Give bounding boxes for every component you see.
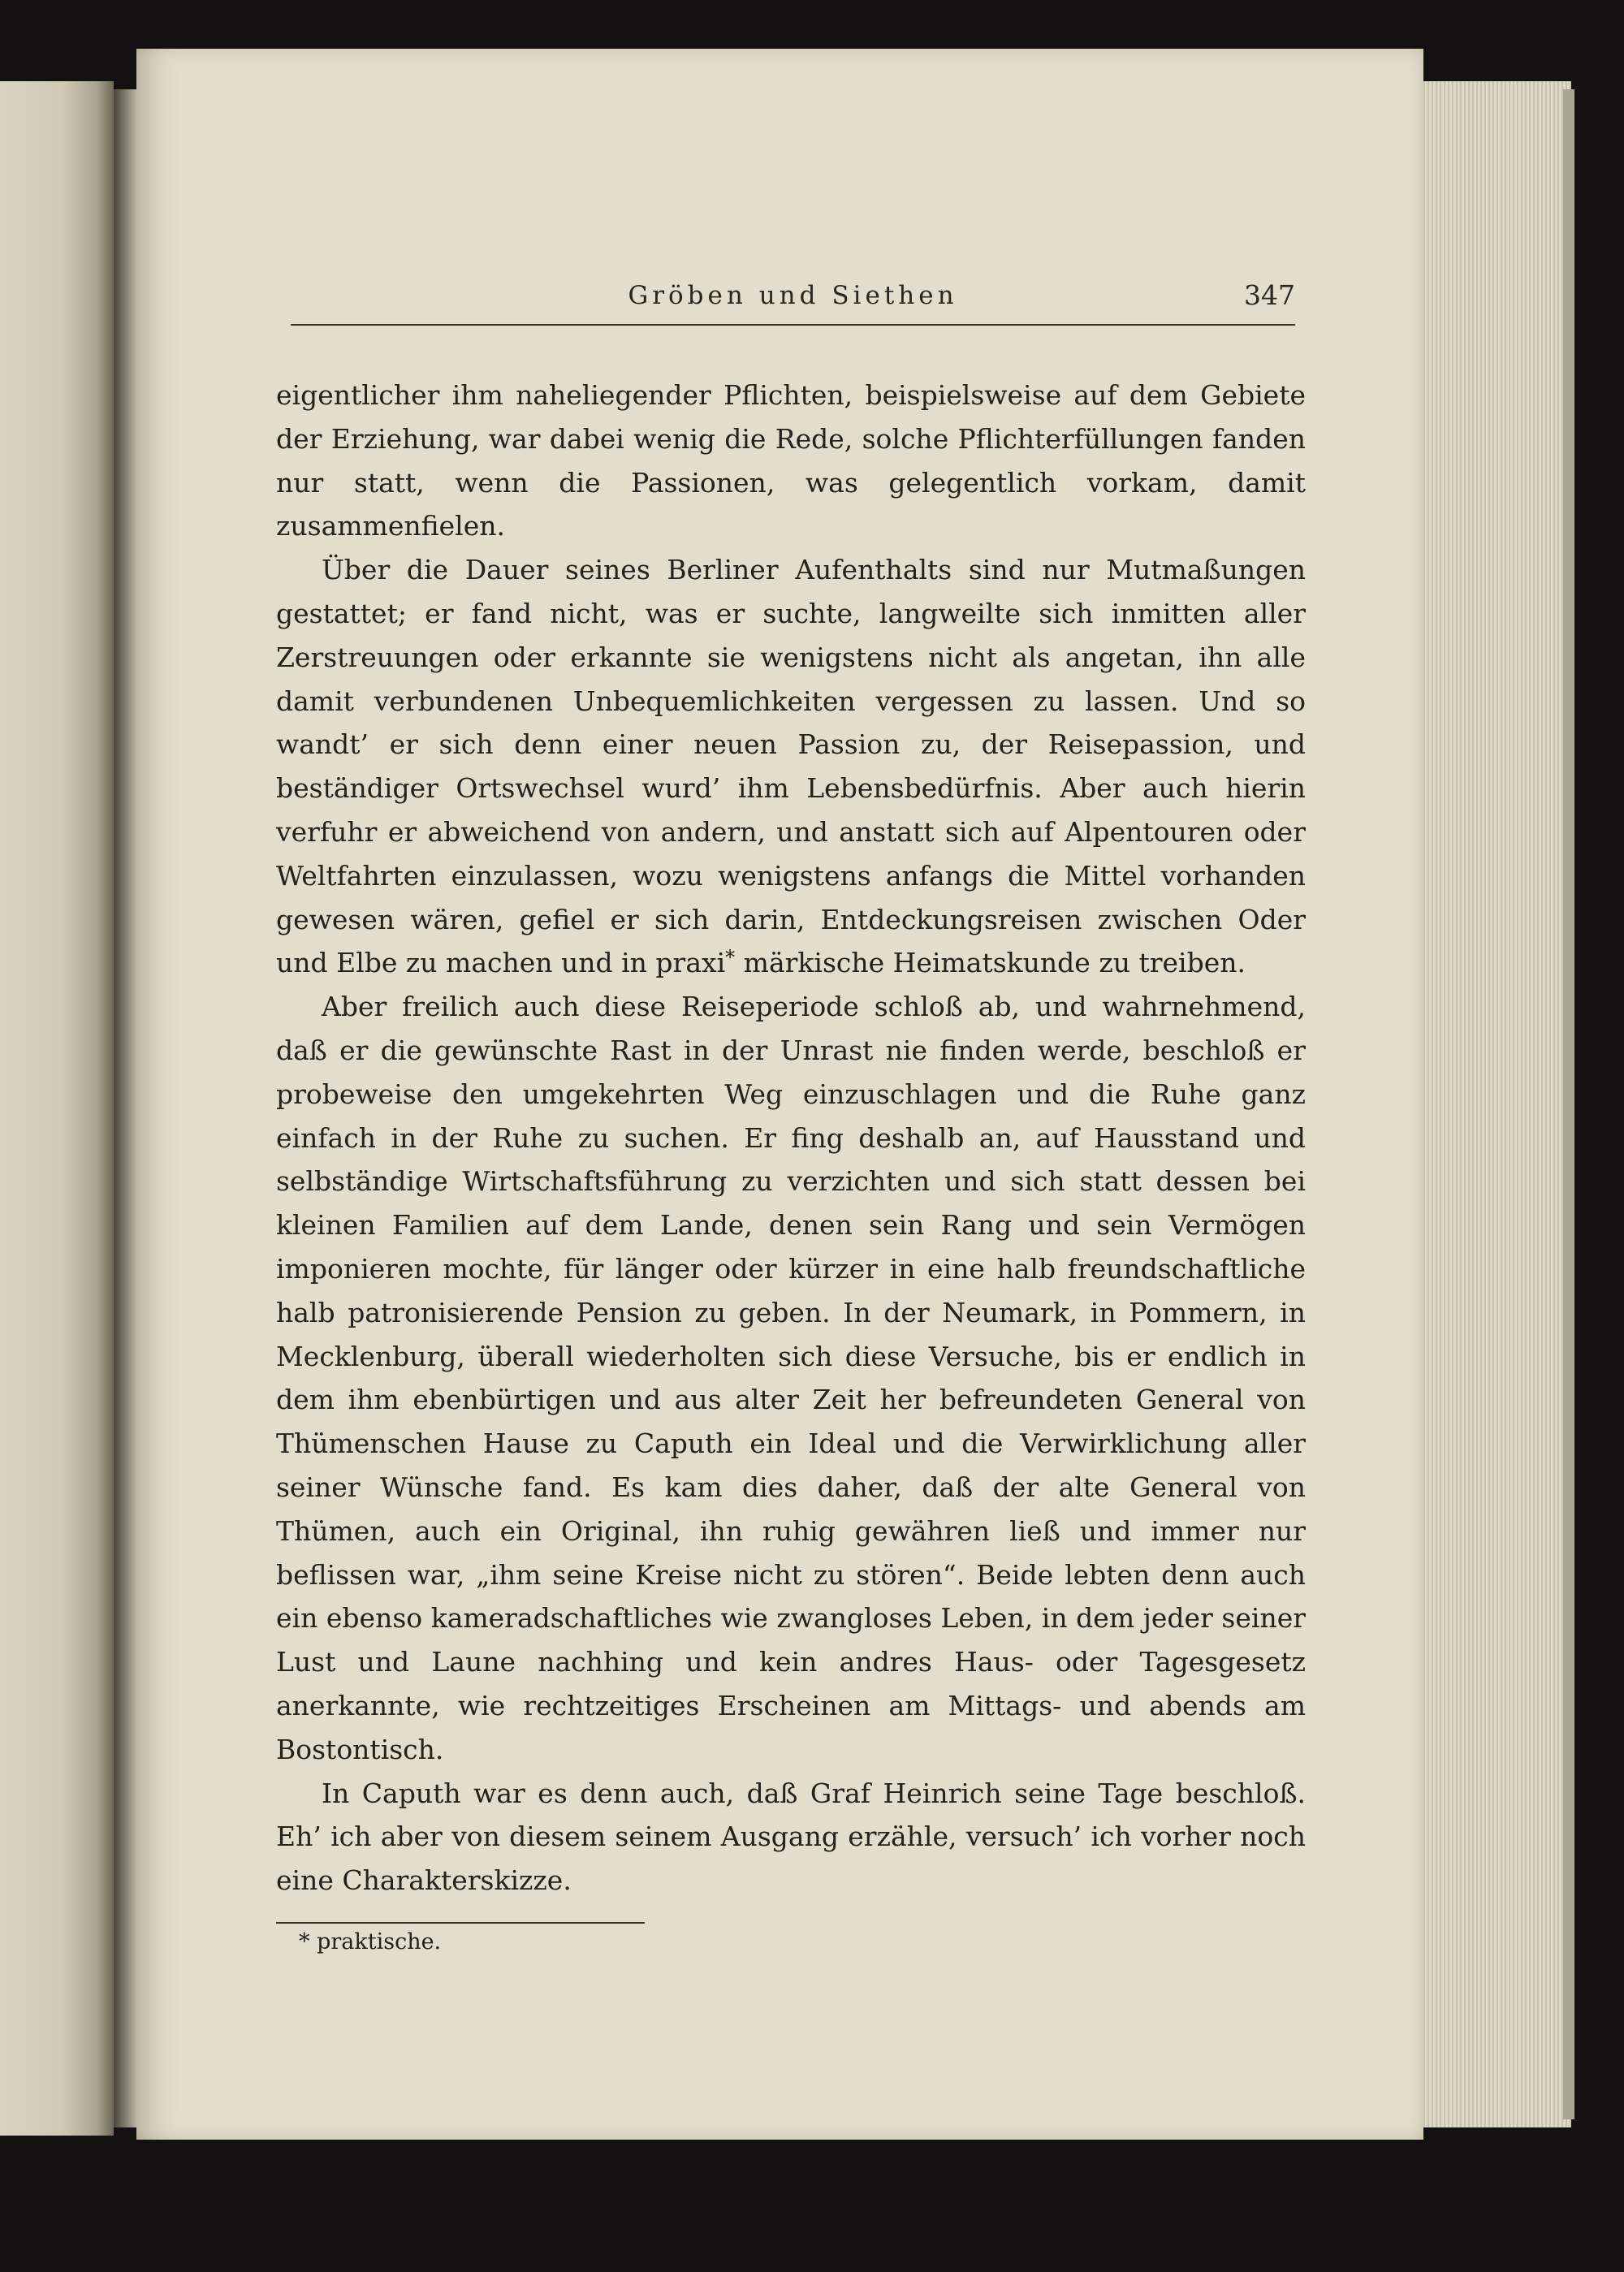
footnote: * praktische. [299,1929,442,1955]
paragraph-text: Aber freilich auch diese Reiseperiode schloß ab, und wahrnehmend, daß er die gewünschte Rast in der Unrast nie finden werde, beschloß er probeweise den umgekehrten Weg einzuschlagen und die Ruhe ganz einfach in der Ruhe zu suchen. Er fing deshalb an, auf Hausstand und selbständige Wirtschaftsführung zu verzichten und sich statt dessen bei kleinen Familien auf dem Lande, denen sein Rang und sein Vermögen imponieren mochte, für länger oder kürzer in eine halb freundschaftliche halb patronisierende Pension zu geben. In der Neumark, in Pommern, in Mecklenburg, überall wiederholten sich diese Versuche, bis er endlich in dem ihm ebenbürtigen und aus alter Zeit her befreundeten General von Thümenschen Hause zu Caputh ein Ideal und die Verwirklichung aller seiner Wünsche fand. Es kam dies daher, daß der alte General von Thümen, auch ein Original, ihn ruhig gewähren ließ und immer nur beflissen war, „ihm seine Kreise nicht zu stören“. Beide lebten denn auch ein ebenso kameradschaftliches wie zwangloses Leben, in dem jeder seiner Lust und Laune nachhing und kein andres Haus- oder Tagesgesetz anerkannte, wie rechtzeitiges Erscheinen am Mittags- und abends am Bostontisch. [276,991,1306,1765]
book-block-edge [1563,89,1574,2119]
paragraph [276,985,1306,1771]
paragraph [276,374,1306,548]
head-rule [291,324,1295,326]
footnote-rule [276,1922,645,1924]
page-number: 347 [1244,279,1295,311]
page-stack-edge [1417,81,1571,2127]
book-page [136,49,1423,2140]
book-gutter [114,89,136,2127]
paragraph [276,1772,1306,1903]
left-page-edge [0,81,114,2136]
paragraph [276,548,1306,985]
paragraph-text: Über die Dauer seines Berliner Aufenthalts sind nur Mutmaßungen gestattet; er fand nicht, was er suchte, langweilte sich inmitten aller Zerstreuungen oder erkannte sie wenigstens nicht als angetan, ihn alle damit verbundenen Unbequemlichkeiten vergessen zu lassen. Und so wandt’ er sich denn einer neuen Passion zu, der Reisepassion, und beständiger Ortswechsel wurd’ ihm Lebensbedürfnis. Aber auch hierin verfuhr er abweichend von andern, und anstatt sich auf Alpentouren oder Weltfahrten einzulassen, wozu wenigstens anfangs die Mittel vorhanden gewesen wären, gefiel er sich darin, Entdeckungsreisen zwischen Oder und Elbe zu machen und in praxi [276,554,1306,979]
paragraph-text: märkische Heimatskunde zu treiben. [735,947,1246,979]
paragraph-text: eigentlicher ihm naheliegender Pflichten, beispielsweise auf dem Gebiete der Erziehung, war dabei wenig die Rede, solche Pflichterfüllungen fanden nur statt, wenn die Passionen, was gelegentlich vorkam, damit zusammenfielen. [276,379,1306,542]
footnote-marker: * [725,946,736,970]
running-head [291,232,1295,330]
running-head-title: Gröben und Siethen [628,281,958,310]
paragraph-text: In Caputh war es denn auch, daß Graf Heinrich seine Tage beschloß. Eh’ ich aber von diesem seinem Ausgang erzähle, versuch’ ich vorher noch eine Charakterskizze. [276,1777,1306,1897]
body-text [276,374,1306,1903]
